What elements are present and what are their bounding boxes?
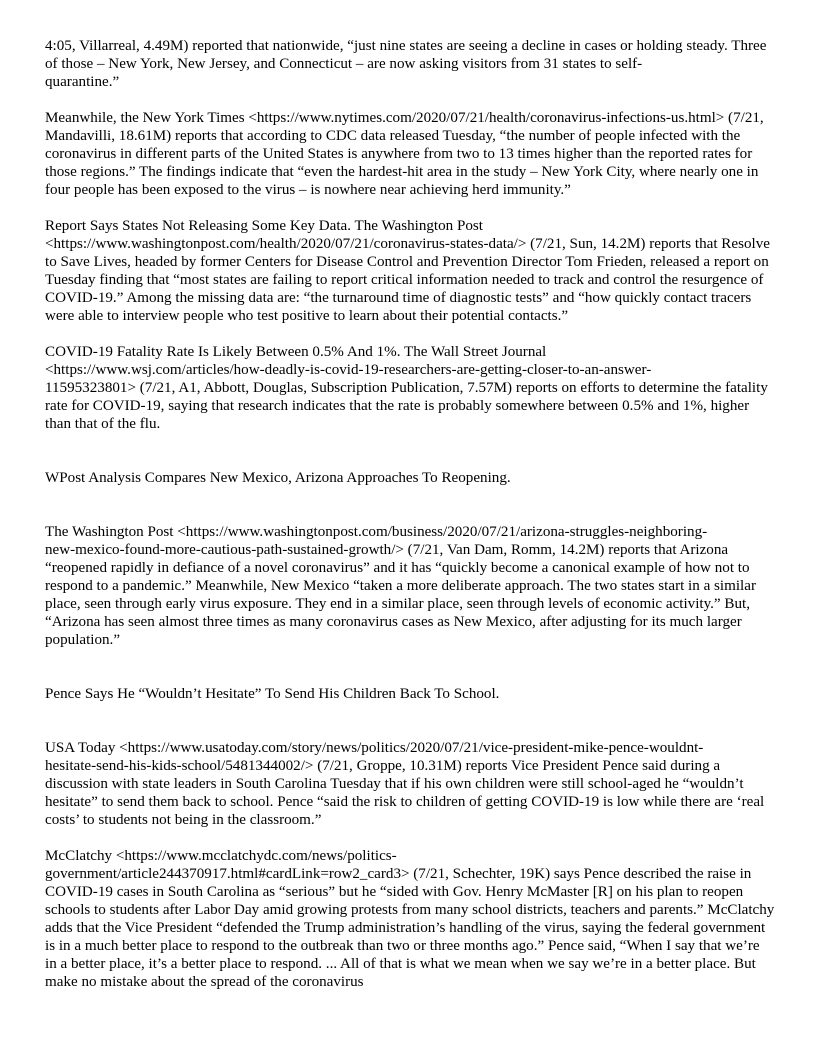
paragraph-usa-today-pence: USA Today <https://www.usatoday.com/story/news/politics/2020/07/21/vice-president-mike-pence-wouldnt- hesitate-send-his-kids-school/5481344002/> (7/21, Groppe, 10.31M) reports Vice President Pence said during a discussion with state leaders in South Carolina Tuesday that if his own children were still school-aged he “wouldn’t hesitate” to send them back to school. Pence “said the risk to children of getting COVID-19 is low while there are ‘real costs’ to students not being in the classroom.” (45, 740, 765, 828)
heading-pence-schools: Pence Says He “Wouldn’t Hesitate” To Send His Children Back To School. (45, 686, 500, 702)
heading-new-mexico-arizona: WPost Analysis Compares New Mexico, Arizona Approaches To Reopening. (45, 470, 511, 486)
paragraph-fatality-rate: COVID-19 Fatality Rate Is Likely Between 0.5% And 1%. The Wall Street Journal <https://www.wsj.com/articles/how-deadly-is-covid-19-researchers-are-getting-closer-to-an-answer- 11595323801> (7/21, A1, Abbott, Douglas, Subscription Publication, 7.57M) reports on efforts to determine the fatality rate for COVID-19, saying that research indicates that the rate is probably somewhere between 0.5% and 1%, higher than that of the flu. (45, 344, 768, 432)
paragraph-nytimes-cdc-data: Meanwhile, the New York Times <https://www.nytimes.com/2020/07/21/health/coronavirus-infections-us.html> (7/21, Mandavilli, 18.61M) reports that according to CDC data released Tuesday, “the number of people infected with the coronavirus in different parts of the United States is anywhere from two to 13 times higher than the reported rates for those regions.” The findings indicate that “even the hardest-hit area in the study – New York City, where nearly one in four people has been exposed to the virus – is nowhere near achieving herd immunity.” (45, 110, 764, 198)
paragraph-states-key-data: Report Says States Not Releasing Some Key Data. The Washington Post <https://www.washingtonpost.com/health/2020/07/21/coronavirus-states-data/> (7/21, Sun, 14.2M) reports that Resolve to Save Lives, headed by former Centers for Disease Control and Prevention Director Tom Frieden, released a report on Tuesday finding that “most states are failing to report critical information needed to track and control the resurgence of COVID-19.” Among the missing data are: “the turnaround time of diagnostic tests” and “how quickly contact tracers were able to interview people who test positive to learn about their potential contacts.” (45, 218, 770, 324)
paragraph-arizona-reopening: The Washington Post <https://www.washingtonpost.com/business/2020/07/21/arizona-struggles-neighboring- new-mexico-found-more-cautious-path-sustained-growth/> (7/21, Van Dam, Romm, 14.2M) reports that Arizona “reopened rapidly in defiance of a novel coronavirus” and it has “quickly become a canonical example of how not to respond to a pandemic.” Meanwhile, New Mexico “taken a more deliberate approach. The two states start in a similar place, seen through early virus exposure. They end in a similar place, seen through levels of economic activity.” But, “Arizona has seen almost three times as many coronavirus cases as New Mexico, after adjusting for its much larger population.” (45, 524, 756, 648)
document-page (45, 37, 775, 1009)
paragraph-mcclatchy-pence: McClatchy <https://www.mcclatchydc.com/news/politics- government/article244370917.html#cardLink=row2_card3> (7/21, Schechter, 19K) says Pence described the raise in COVID-19 cases in South Carolina as “serious” but he “sided with Gov. Henry McMaster [R] on his plan to reopen schools to students after Labor Day amid growing protests from many school districts, teachers and parents.” McClatchy adds that the Vice President “defended the Trump administration’s handling of the virus, saying the federal government is in a much better place to respond to the outbreak than two or three months ago.” Pence said, “When I say that we’re in a better place, it’s a better place to respond. ... All of that is what we mean when we say we’re in a better place. But make no mistake about the spread of the coronavirus (45, 848, 775, 990)
paragraph-nationwide-decline: 4:05, Villarreal, 4.49M) reported that nationwide, “just nine states are seeing a decline in cases or holding steady. Three of those – New York, New Jersey, and Connecticut – are now asking visitors from 31 states to self- quarantine.” (45, 38, 767, 90)
